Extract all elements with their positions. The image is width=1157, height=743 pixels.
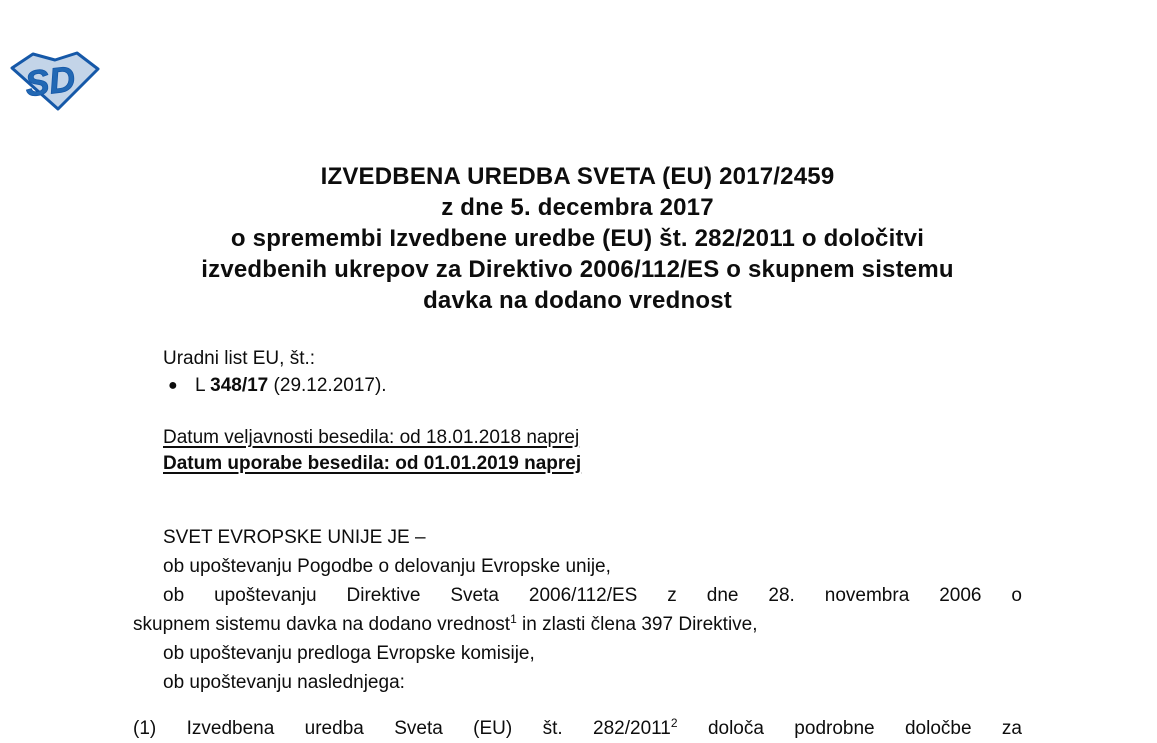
title-line-5: davka na dodano vrednost (423, 287, 732, 314)
body-line-skupnem (133, 610, 1022, 639)
footnote-ref-1: 1 (510, 612, 517, 626)
title-line-2: z dne 5. decembra 2017 (441, 194, 714, 221)
journal-item-prefix: L (195, 375, 211, 396)
paragraph-spacer (133, 697, 1022, 714)
bullet-icon: ● (168, 377, 178, 394)
journal-label: Uradni list EU, št.: (163, 348, 316, 369)
validity-dates (163, 425, 1023, 477)
official-journal-reference (163, 345, 1023, 399)
skupnem-text-post: in zlasti člena 397 Direktive, (516, 614, 758, 635)
document-title (133, 161, 1022, 316)
journal-list-item (163, 372, 1023, 399)
title-line-4: izvedbenih ukrepov za Direktivo 2006/112/ES o skupnem sistemu (201, 256, 954, 283)
recital-1 (133, 714, 1022, 743)
shield-logo-icon (10, 50, 100, 112)
journal-item-number: 348/17 (210, 375, 269, 396)
logo-letters: SD (22, 57, 78, 105)
application-date-line: Datum uporabe besedila: od 01.01.2019 naprej (163, 453, 582, 474)
title-line-3: o spremembi Izvedbene uredbe (EU) št. 282/2011 o določitvi (230, 225, 925, 252)
title-line-1: IZVEDBENA UREDBA SVETA (EU) 2017/2459 (320, 163, 835, 190)
document-body (133, 523, 1022, 743)
validity-date-line: Datum veljavnosti besedila: od 18.01.2018 naprej (163, 427, 580, 448)
body-line-pogodbe: ob upoštevanju Pogodbe o delovanju Evropske unije, (163, 556, 611, 577)
journal-item-date: (29.12.2017). (268, 375, 387, 396)
body-line-direktive: ob upoštevanju Direktive Sveta 2006/112/ES z dne 28. novembra 2006 o (163, 585, 1022, 606)
publisher-logo (10, 50, 100, 112)
footnote-ref-2: 2 (670, 716, 678, 730)
body-line-naslednjega: ob upoštevanju naslednjega: (163, 672, 405, 693)
body-heading: SVET EVROPSKE UNIJE JE – (163, 527, 426, 548)
recital-1-text: (1) Izvedbena uredba Sveta (EU) št. 282/2011 (133, 718, 671, 739)
body-line-predloga: ob upoštevanju predloga Evropske komisije, (163, 643, 535, 664)
skupnem-text: skupnem sistemu davka na dodano vrednost (133, 614, 511, 635)
recital-1-text-post: določa podrobne določbe za (677, 718, 1022, 739)
